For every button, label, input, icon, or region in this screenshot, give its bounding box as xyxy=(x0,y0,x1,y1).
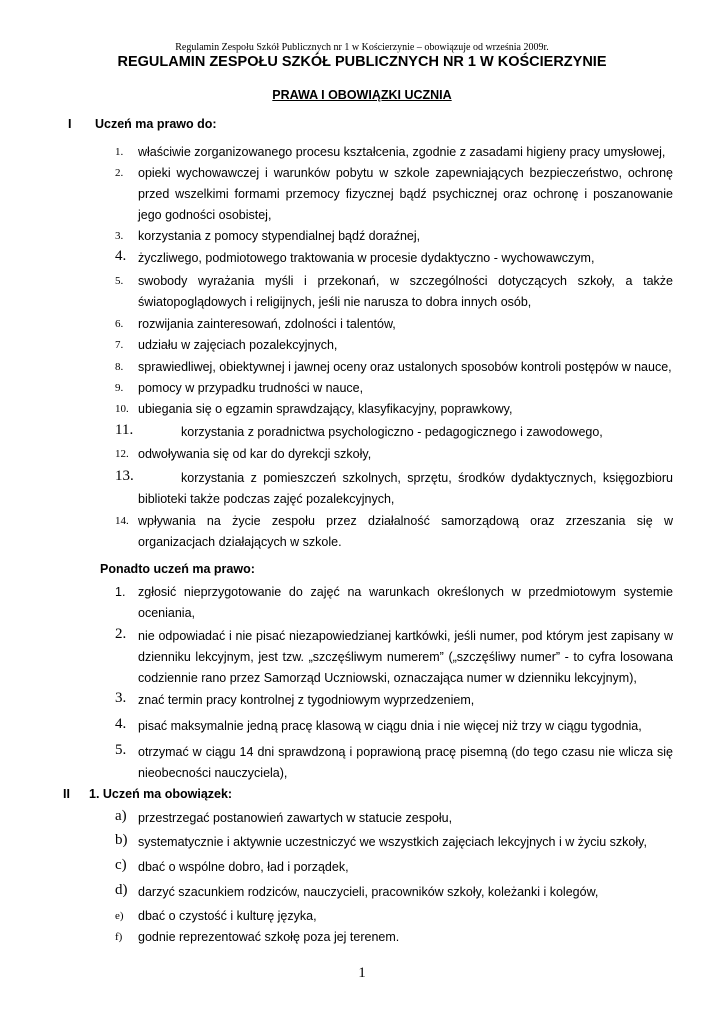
list-item-number: 9. xyxy=(115,382,124,394)
list-item-text: dbać o wspólne dobro, ład i porządek, xyxy=(138,860,349,874)
list-item-number: 2. xyxy=(115,167,124,179)
list-item-text: przestrzegać postanowień zawartych w statucie zespołu, xyxy=(138,811,453,825)
list-item-text: rozwijania zainteresowań, zdolności i talentów, xyxy=(138,317,396,331)
list-item-number: 6. xyxy=(115,318,124,330)
list-item-text: odwoływania się od kar do dyrekcji szkoły, xyxy=(138,447,372,461)
running-header: Regulamin Zespołu Szkół Publicznych nr 1 w Kościerzynie – obowiązuje od września 2009r. xyxy=(175,42,549,53)
list-item-number: 3. xyxy=(115,230,124,242)
list-item xyxy=(115,226,673,247)
list-item-text: sprawiedliwej, obiektywnej i jawnej oceny oraz ustalonych sposobów kontroli postępów w nauce, xyxy=(138,360,672,374)
list-item-text: udziału w zajęciach pozalekcyjnych, xyxy=(138,338,338,352)
list-item xyxy=(115,742,673,784)
list-item-letter: c) xyxy=(115,857,127,873)
document-title: REGULAMIN ZESPOŁU SZKÓŁ PUBLICZNYCH NR 1 W KOŚCIERZYNIE xyxy=(117,54,607,70)
list-item-number: 7. xyxy=(115,339,124,351)
list-item-number: 8. xyxy=(115,361,124,373)
section-2-heading-text: 1. Uczeń ma obowiązek: xyxy=(89,787,233,801)
section-subtitle: PRAWA I OBOWIĄZKI UCZNIA xyxy=(272,88,452,102)
page-number: 1 xyxy=(358,965,366,981)
list-item-text: zgłosić nieprzygotowanie do zajęć na warunkach określonych w przedmiotowym systemie oceniania, xyxy=(138,585,673,620)
list-item-text: systematycznie i aktywnie uczestniczyć we wszystkich zajęciach lekcyjnych i w życiu szkoły, xyxy=(138,835,647,849)
section-1-numeral: I xyxy=(68,117,72,131)
list-item xyxy=(115,335,673,356)
list-item-number: 5. xyxy=(115,275,124,287)
list-item-number: 11. xyxy=(115,422,134,438)
list-item-text: życzliwego, podmiotowego traktowania w procesie dydaktyczno - wychowawczym, xyxy=(138,251,595,265)
list-item xyxy=(115,468,673,510)
list-item-text: korzystania z poradnictwa psychologiczno - pedagogicznego i zawodowego, xyxy=(181,425,603,439)
list-item-letter: f) xyxy=(115,931,123,943)
list-item-text: nie odpowiadać i nie pisać niezapowiedzianej kartkówki, jeśli numer, pod którym jest zapisany w dzienniku lekcyjnym, jest tzw. „szczęśliwym numerem” („szczęśliwy numer” - to cyfra losowana codziennie rano przez Samorząd Uczniowski, oznaczająca numer w dzienniku lekcyjnym), xyxy=(138,629,673,685)
list-item xyxy=(115,444,673,465)
list-item xyxy=(115,582,673,624)
list-item-text: opieki wychowawczej i warunków pobytu w szkole zapewniających bezpieczeństwo, ochronę przed wszelkimi formami przemocy fizycznej bądź psychicznej oraz ochronę i poszanowanie jego godności osobistej, xyxy=(138,166,673,222)
list-item xyxy=(115,271,673,313)
list-item-text: korzystania z pomieszczeń szkolnych, sprzętu, środków dydaktycznych, księgozbioru biblioteki także podczas zajęć pozalekcyjnych, xyxy=(138,471,673,506)
list-item xyxy=(115,357,673,378)
list-item-text: swobody wyrażania myśli i przekonań, w szczególności dotyczących szkoły, a także światopoglądowych i religijnych, jeśli nie narusza to dobra innych osób, xyxy=(138,274,673,309)
list-item-text: otrzymać w ciągu 14 dni sprawdzoną i poprawioną pracę pisemną (do tego czasu nie wlicza się nieobecności nauczyciela), xyxy=(138,745,673,780)
list-item-text: godnie reprezentować szkołę poza jej terenem. xyxy=(138,930,400,944)
list-item-number: 14. xyxy=(115,515,129,527)
list-item-number: 2. xyxy=(115,626,127,642)
list-item-letter: d) xyxy=(115,882,128,898)
list-item xyxy=(115,511,673,553)
list-item xyxy=(115,690,673,711)
list-item-number: 3. xyxy=(115,690,127,706)
section-1-heading-text: Uczeń ma prawo do: xyxy=(95,117,217,131)
list-item-letter: e) xyxy=(115,910,124,922)
extra-rights-heading: Ponadto uczeń ma prawo: xyxy=(100,562,255,576)
list-item-text: dbać o czystość i kulturę języka, xyxy=(138,909,317,923)
list-item-text: korzystania z pomocy stypendialnej bądź doraźnej, xyxy=(138,229,421,243)
list-item-text: wpływania na życie zespołu przez działalność samorządową oraz zrzeszania się w organizacjach działających w szkole. xyxy=(138,514,673,549)
list-item xyxy=(115,882,673,903)
list-item-letter: b) xyxy=(115,832,128,848)
list-item xyxy=(115,808,673,829)
list-item-letter: a) xyxy=(115,808,127,824)
list-item xyxy=(115,626,673,689)
list-item xyxy=(115,399,673,420)
list-item-number: 4. xyxy=(115,248,127,264)
list-item xyxy=(115,314,673,335)
list-item-text: znać termin pracy kontrolnej z tygodniowym wyprzedzeniem, xyxy=(138,693,475,707)
list-item-number: 13. xyxy=(115,468,134,484)
list-item xyxy=(115,422,673,443)
list-item-text: właściwie zorganizowanego procesu kształcenia, zgodnie z zasadami higieny pracy umysłowej, xyxy=(138,145,666,159)
section-2-numeral: II xyxy=(63,787,70,801)
list-item-text: pomocy w przypadku trudności w nauce, xyxy=(138,381,364,395)
list-item xyxy=(115,378,673,399)
list-item xyxy=(115,906,673,927)
list-item xyxy=(115,832,673,853)
list-item xyxy=(115,857,673,878)
list-item xyxy=(115,142,673,163)
list-item-number: 5. xyxy=(115,742,127,758)
list-item-number: 12. xyxy=(115,448,129,460)
list-item xyxy=(115,163,673,226)
list-item xyxy=(115,248,673,269)
list-item-number: 10. xyxy=(115,403,129,415)
list-item-number: 4. xyxy=(115,716,127,732)
list-item-number: 1. xyxy=(115,146,124,158)
list-item-text: darzyć szacunkiem rodziców, nauczycieli, pracowników szkoły, koleżanki i kolegów, xyxy=(138,885,599,899)
list-item-text: ubiegania się o egzamin sprawdzający, klasyfikacyjny, poprawkowy, xyxy=(138,402,513,416)
list-item xyxy=(115,927,673,948)
list-item-text: pisać maksymalnie jedną pracę klasową w ciągu dnia i nie więcej niż trzy w ciągu tygodnia, xyxy=(138,719,642,733)
list-item xyxy=(115,716,673,737)
list-item-number: 1. xyxy=(115,585,126,599)
